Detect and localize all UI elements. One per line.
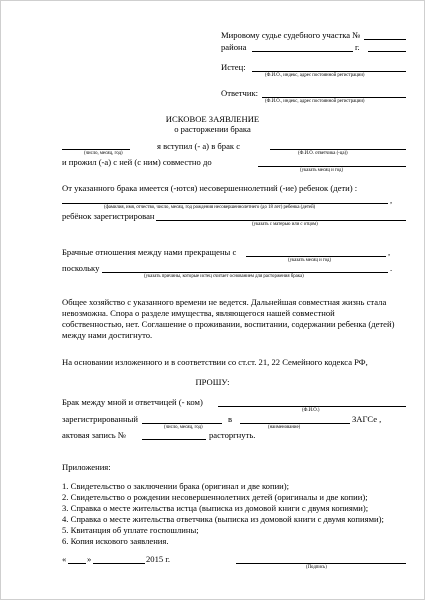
month-field[interactable]: [93, 563, 145, 564]
hint-relations-date: (указать месяц и год): [288, 258, 332, 263]
district-label: района: [221, 42, 247, 52]
plaintiff-field[interactable]: [252, 71, 406, 72]
attachments-heading: Приложения:: [62, 462, 111, 472]
document-title: ИСКОВОЕ ЗАЯВЛЕНИЕ: [165, 114, 260, 124]
paragraph-line-3: собственностью, нет. Соглашение о проживании, воспитании, содержании ребенка (детей): [62, 319, 395, 329]
signature-hint: (Подпись): [306, 565, 327, 570]
paragraph-line-2: невозможна. Спора о разделе имущества, являющегося нашей совместной: [62, 308, 335, 318]
hint-date-2: (указать месяц и год): [300, 168, 344, 173]
date-open-quote: «: [62, 554, 67, 564]
child-registered-label: ребёнок зарегистрирован: [62, 211, 155, 221]
city-field[interactable]: [368, 51, 406, 52]
record-label: актовая запись №: [62, 430, 127, 440]
document-subtitle: о расторжении брака: [174, 124, 251, 134]
attachment-item: 6. Копия искового заявления.: [62, 536, 169, 546]
cohabitation-text: и прожил (-а) с ней (с ним) совместно до: [62, 157, 212, 167]
hint-date-1: (число, месяц, год): [84, 151, 123, 156]
dissolve-label: расторгнуть.: [209, 430, 256, 440]
because-label: поскольку: [62, 263, 100, 273]
hint-name: (наименование): [268, 425, 301, 430]
attachment-item: 1. Свидетельство о заключении брака (оригинал и две копии);: [62, 481, 290, 491]
date-close-quote: »: [87, 554, 92, 564]
children-info-field[interactable]: [62, 203, 388, 204]
hint-reason: (указать причины, которые истец считает основанием для расторжения брака): [144, 274, 304, 279]
marriage-date-field[interactable]: [62, 149, 130, 150]
child-registered-field[interactable]: [156, 220, 406, 221]
court-number-field[interactable]: [364, 39, 406, 40]
hint-children: (фамилия, имя, отчество, число, месяц, год рождения несовершеннолетнего (до 18 лет) ребенка (детей): [104, 205, 316, 210]
record-number-field[interactable]: [142, 439, 206, 440]
marriage-between-label: Брак между мной и ответчицей (- ком): [62, 397, 203, 407]
attachment-item: 4. Справка о месте жительства ответчика (выписка из домовой книги с двумя копиями);: [62, 514, 384, 524]
reason-field[interactable]: [102, 272, 388, 273]
comma: ,: [390, 195, 393, 205]
hint-date-3: (число, месяц, год): [164, 425, 203, 430]
relations-date-field[interactable]: [246, 256, 386, 257]
hint-spouse-fio: (Ф.И.О. ответчика (-ца)): [298, 151, 348, 156]
request-heading: ПРОШУ:: [195, 377, 230, 387]
paragraph-line-1: Общее хозяйство с указанного времени не ведется. Дальнейшая совместная жизнь стала: [62, 297, 387, 307]
district-suffix: г.: [355, 42, 360, 52]
spouse-name-field[interactable]: [270, 149, 406, 150]
year-label: 2015 г.: [146, 554, 171, 564]
attachment-item: 3. Справка о месте жительства истца (выписка из домовой книги с двумя копиями);: [62, 503, 369, 513]
district-field[interactable]: [252, 51, 353, 52]
plaintiff-label: Истец:: [221, 62, 246, 72]
signature-field[interactable]: [236, 563, 406, 564]
judge-line: Мировому судье судебного участка №: [221, 30, 361, 40]
plaintiff-hint: (Ф.И.О., индекс, адрес постоянной регистрации): [265, 73, 365, 78]
cohabitation-until-field[interactable]: [258, 166, 406, 167]
hint-fio: (Ф.И.О.): [302, 408, 320, 413]
period: .: [390, 263, 393, 273]
basis-line: На основании изложенного и в соответствии со ст.ст. 21, 22 Семейного кодекса РФ,: [62, 357, 368, 367]
day-field[interactable]: [68, 563, 86, 564]
attachment-item: 2. Свидетельство о рождении несовершеннолетних детей (оригиналы и две копии);: [62, 492, 368, 502]
paragraph-line-4: между нами достигнуто.: [62, 330, 153, 340]
relations-text: Брачные отношения между нами прекращены с: [62, 247, 237, 257]
spouse-fio-field[interactable]: [218, 406, 406, 407]
attachment-item: 5. Квитанция об уплате госпошлины;: [62, 525, 199, 535]
defendant-hint: (Ф.И.О., индекс, адрес постоянной регистрации): [265, 99, 365, 104]
zags-name-field[interactable]: [240, 423, 350, 424]
zags-label: ЗАГСе ,: [352, 414, 382, 424]
comma: ,: [388, 247, 391, 257]
hint-child-parent: (указать с матерью или с отцом): [252, 222, 318, 227]
marriage-text: я вступил (- а) в брак с: [157, 141, 241, 151]
registered-label: зарегистрированный: [62, 414, 138, 424]
children-text: От указанного брака имеется (-ются) несовершеннолетний (-ие) ребенок (дети) :: [62, 183, 358, 193]
registration-date-field[interactable]: [142, 423, 222, 424]
defendant-label: Ответчик:: [221, 88, 259, 98]
defendant-field[interactable]: [262, 97, 406, 98]
in-label: в: [228, 414, 233, 424]
